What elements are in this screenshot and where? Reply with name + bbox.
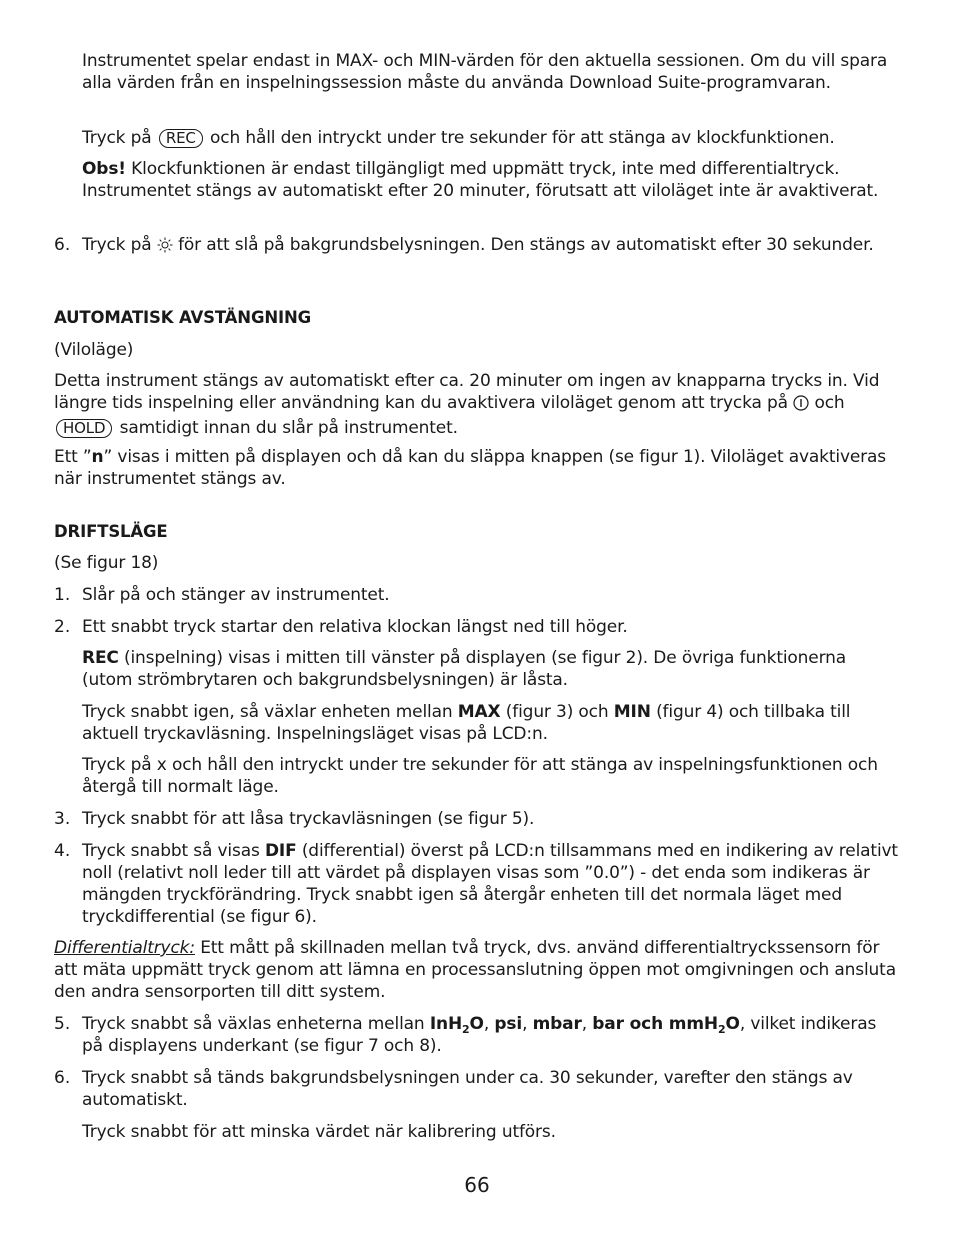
list-number: 4. <box>54 841 71 861</box>
list-item-5: Tryck snabbt så växlas enheterna mellan InH$_2$O, psi, mbar, bar och mmH$_2$O, vilket indikeras på displayens underkant (se figur 7 och 8). <box>82 1014 877 1056</box>
stop-recording-paragraph: Tryck på x och håll den intryckt under tre sekunder för att stänga av inspelningsfunktionen och återgå till normalt läge. <box>82 755 878 797</box>
max-min-paragraph: Tryck snabbt igen, så växlar enheten mellan MAX (figur 3) och MIN (figur 4) och tillbaka till aktuell tryckavläsning. Inspelningsläget visas på LCD:n. <box>82 702 851 744</box>
rec-button-glyph: REC <box>159 129 203 148</box>
page-number: 66 <box>464 1173 490 1197</box>
heading-auto-off: AUTOMATISK AVSTÄNGNING <box>54 308 312 327</box>
list-item-3: Tryck snabbt för att låsa tryckavläsningen (se figur 5). <box>82 809 535 829</box>
list-item-4: Tryck snabbt så visas DIF (differential) överst på LCD:n tillsammans med en indikering av relativt noll (relativt noll leder till att värdet på displayen visas som ”0.0”) - det enda som indikeras är mängden tryckförändring. Tryck snabbt igen så återgår enheten till det normala läget med tryckdifferential (se figur 6). <box>82 841 898 927</box>
differential-definition: Differentialtryck: Ett mått på skillnaden mellan två tryck, dvs. använd differentialtryckssensorn för att mäta uppmätt tryck genom att lämna en processanslutning öppen mot omgivningen och ansluta den andra sensorporten till ditt system. <box>54 938 896 1002</box>
hold-button-glyph: HOLD <box>56 419 112 438</box>
list-number: 3. <box>54 809 71 829</box>
list-number: 6. <box>54 1068 71 1088</box>
note-paragraph: Obs! Klockfunktionen är endast tillgängligt med uppmätt tryck, inte med differentialtryck. Instrumentet stängs av automatiskt efter 20 minuter, förutsatt att viloläget inte är avaktiverat. <box>82 159 879 201</box>
see-figure-label: (Se figur 18) <box>54 553 159 573</box>
list-item-backlight: Tryck på för att slå på bakgrundsbelysningen. Den stängs av automatiskt efter 30 sekunder. <box>82 234 900 259</box>
list-number: 1. <box>54 585 71 605</box>
definition-term: Differentialtryck: <box>54 938 195 958</box>
calibration-paragraph: Tryck snabbt för att minska värdet när kalibrering utförs. <box>82 1122 556 1142</box>
power-icon <box>793 395 809 417</box>
note-label: Obs! <box>82 159 126 179</box>
list-item-1: Slår på och stänger av instrumentet. <box>82 585 390 605</box>
rec-paragraph: REC (inspelning) visas i mitten till vänster på displayen (se figur 2). De övriga funktionerna (utom strömbrytaren och bakgrundsbelysningen) är låsta. <box>82 648 847 690</box>
intro-paragraph: Instrumentet spelar endast in MAX- och MIN-värden för den aktuella sessionen. Om du vill spara alla värden från en inspelningssession måste du använda Download Suite-programvaran. <box>82 51 888 93</box>
auto-off-paragraph: Detta instrument stängs av automatiskt efter ca. 20 minuter om ingen av knapparna trycks in. Vid längre tids inspelning eller användning kan du avaktivera viloläget genom att trycka på och HOLD samtidigt innan du slår på instrumentet. <box>54 371 880 438</box>
rec-instruction: Tryck på REC och håll den intryckt under tre sekunder för att stänga av klockfunktionen. <box>82 128 835 148</box>
list-item-6: Tryck snabbt så tänds bakgrundsbelysningen under ca. 30 sekunder, varefter den stängs av automatiskt. <box>82 1068 853 1110</box>
sleep-mode-label: (Viloläge) <box>54 340 134 360</box>
display-n-paragraph: Ett ”n” visas i mitten på displayen och då kan du släppa knappen (se figur 1). Viloläget avaktiveras när instrumentet stängs av. <box>54 447 886 489</box>
list-number: 6. <box>54 235 71 255</box>
heading-operating-mode: DRIFTSLÄGE <box>54 522 168 541</box>
list-number: 2. <box>54 617 71 637</box>
sun-icon <box>157 237 173 259</box>
list-item-2: Ett snabbt tryck startar den relativa klockan längst ned till höger. <box>82 617 628 637</box>
list-number: 5. <box>54 1014 71 1034</box>
